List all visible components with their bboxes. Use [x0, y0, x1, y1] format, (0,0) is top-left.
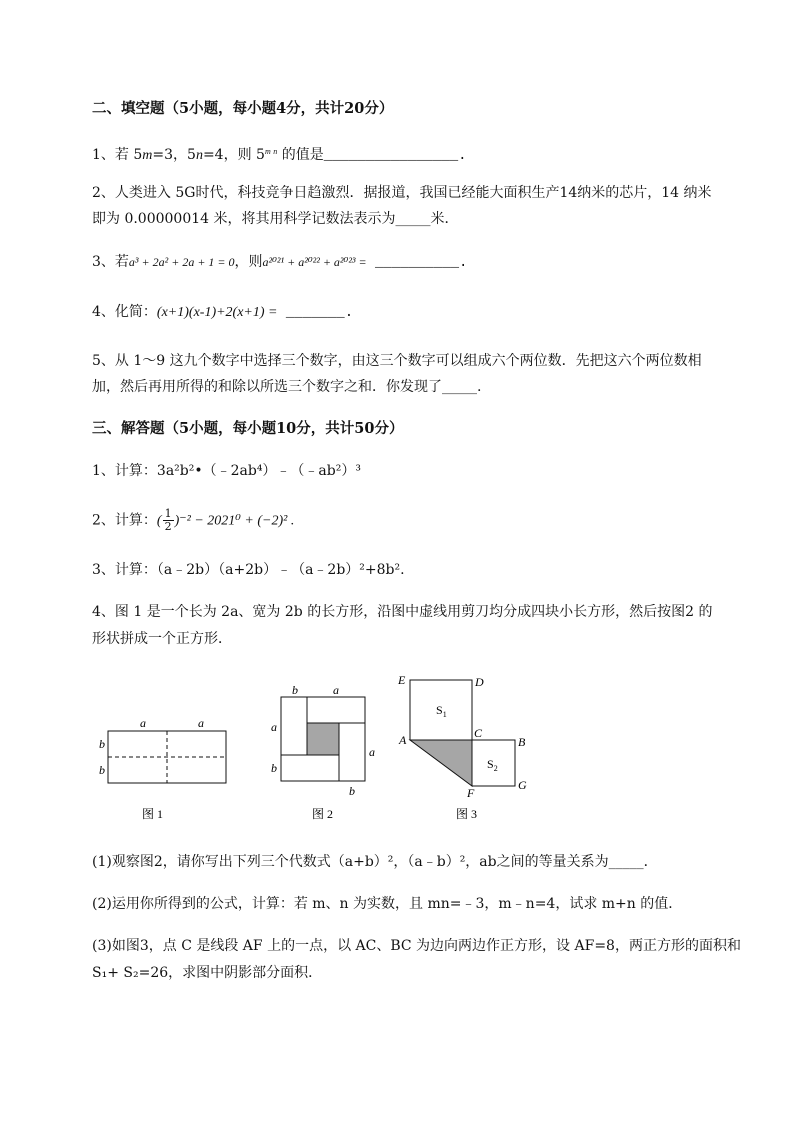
label-b: b — [99, 763, 105, 777]
label-S1: $S_1$ — [436, 703, 447, 719]
point-C: C — [474, 726, 483, 740]
question-2-5-line1: 5、从 1～9 这九个数字中选择三个数字，由这三个数字可以组成六个两位数．先把这六个两位数相 — [92, 353, 702, 369]
figure-1 — [99, 716, 226, 821]
question-2-5-line2: 加，然后再用所得的和除以所选三个数字之和．你发现了_____. — [92, 379, 482, 395]
shaded-triangle — [410, 740, 472, 786]
question-3-4-sub2: (2)运用你所得到的公式，计算：若 m、n 为实数，且 mn=﹣3，m﹣n=4，试求 m+n 的值． — [92, 896, 683, 912]
question-2-2-line2: 即为 0.00000014 米，将其用科学记数法表示为_____米． — [92, 211, 459, 227]
label-a: a — [140, 716, 146, 730]
answer-blank: ________________. — [323, 148, 467, 164]
label-a: a — [333, 683, 339, 697]
question-2-2-line1: 2、人类进入 5G时代，科技竞争日趋激烈．据报道，我国已经能大面积生产14纳米的芯片，14 纳米 — [92, 185, 712, 201]
label-b: b — [349, 784, 355, 798]
label-b: b — [271, 761, 277, 775]
answer-blank: _______. — [277, 305, 354, 321]
caption-figure-2: 图 2 — [312, 807, 334, 821]
point-D: D — [475, 675, 484, 689]
label-b: b — [292, 683, 298, 697]
question-3-3: 3、计算：（a﹣2b）（a+2b）﹣（a﹣2b）²+8b². — [92, 562, 405, 578]
label-S2: $S_2$ — [487, 757, 498, 773]
point-E: E — [398, 673, 406, 687]
fraction: $\frac{1}{2}$ — [164, 507, 172, 533]
label-a: a — [271, 720, 277, 734]
expression: a²⁰²¹ + a²⁰²² + a²⁰²³ = — [262, 255, 367, 269]
question-3-4-line2: 形状拼成一个正方形． — [92, 631, 232, 647]
figure-2 — [271, 683, 375, 821]
equation: a³ + 2a² + 2a + 1 = 0 — [128, 255, 235, 269]
caption-figure-3: 图 3 — [456, 807, 478, 821]
shaded-square — [307, 723, 339, 755]
answer-blank: __________. — [366, 255, 468, 271]
caption-figure-1: 图 1 — [142, 807, 164, 821]
section-2-title: 二、填空题（5小题，每小题4分，共计20分） — [92, 100, 394, 117]
geometry-figures — [0, 660, 794, 830]
expression: (x+1)(x-1)+2(x+1) = — [156, 305, 278, 320]
point-F: F — [467, 786, 475, 800]
point-G: G — [518, 778, 527, 792]
question-2-4: 4、化简：(x+1)(x-1)+2(x+1) = _______. — [92, 304, 354, 321]
question-3-4-sub3-line1: (3)如图3，点 C 是线段 AF 上的一点，以 AC、BC 为边向两边作正方形，设 AF=8，两正方形的面积和 — [92, 938, 741, 954]
question-3-4-line1: 4、图 1 是一个长为 2a、宽为 2b 的长方形，沿图中虚线用剪刀均分成四块小长方形，然后按图2 的 — [92, 604, 713, 620]
point-A: A — [399, 733, 407, 747]
question-3-1: 1、计算：3a²b²•（﹣2ab⁴）﹣（﹣ab²）³ — [92, 463, 361, 479]
point-B: B — [518, 735, 526, 749]
label-a: a — [198, 716, 204, 730]
question-3-4-sub1: (1)观察图2，请你写出下列三个代数式（a+b）²，（a﹣b）²，ab之间的等量关系为_____． — [92, 854, 658, 870]
question-2-3: 3、若a³ + 2a² + 2a + 1 = 0，则a²⁰²¹ + a²⁰²² + a²⁰²³ = __________. — [92, 254, 468, 271]
figure-3 — [397, 673, 527, 821]
question-3-4-sub3-line2: S₁+ S₂=26，求图中阴影部分面积． — [92, 965, 323, 981]
question-2-1: 1、若 5m=3，5n=4，则 5$^m$ $^n$ 的值是________________. — [92, 147, 467, 164]
section-3-title: 三、解答题（5小题，每小题10分，共计50分） — [92, 420, 404, 437]
label-b: b — [99, 737, 105, 751]
question-3-2: 2、计算：( $\frac{1}{2}$ )⁻² − 2021⁰ + (−2)² . — [92, 507, 295, 533]
label-a: a — [369, 745, 375, 759]
